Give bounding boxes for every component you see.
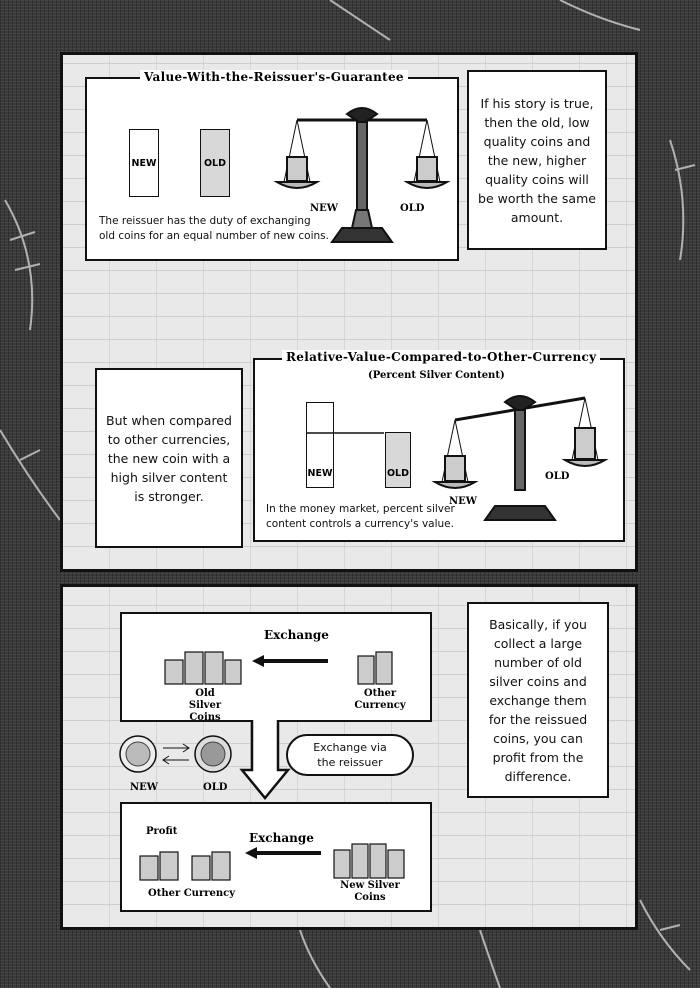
new-silver-coins-label: New Silver Coins: [340, 880, 400, 903]
scale-new-label: NEW: [310, 203, 338, 214]
other-currency-top-label: Other Currency: [354, 688, 406, 711]
guarantee-title: Value-With-the-Reissuer's-Guarantee: [140, 70, 408, 84]
scale2-old-label: OLD: [545, 471, 570, 482]
coin-old-icon: [193, 734, 233, 774]
arrow-left-icon: [252, 654, 332, 668]
top-exchange-label: Exchange: [264, 628, 329, 642]
down-arrow-icon: [240, 720, 290, 800]
coin-new-icon: [118, 734, 158, 774]
other-currency-bottom-label: Other Currency: [148, 888, 236, 899]
coin-stacks-new-icon: [332, 840, 412, 880]
narration-profit: Basically, if you collect a large number of old silver coins and exchange them for the reissued coins, you can profit from the difference.: [467, 602, 609, 798]
old-coin-rect: OLD: [200, 129, 230, 197]
new-coin-divider: [306, 432, 334, 434]
coin-stacks-old-icon: [163, 646, 243, 686]
profit-label: Profit: [146, 826, 178, 837]
coin-stacks-profit-icon: [138, 842, 238, 882]
scale-old-label: OLD: [400, 203, 425, 214]
guarantee-caption: The reissuer has the duty of exchanging old coins for an equal number of new coins.: [99, 215, 329, 242]
swap-arrows-icon: [159, 742, 193, 766]
new-coin-rect: NEW: [129, 129, 159, 197]
coin-stacks-other-icon: [356, 646, 396, 686]
narration-stronger-coin: But when compared to other currencies, the new coin with a high silver content is stronger.: [95, 368, 243, 548]
reissuer-bubble: Exchange via the reissuer: [286, 734, 414, 776]
old-coin-short-rect: OLD: [385, 432, 411, 488]
coin-old-label: OLD: [203, 782, 228, 793]
narration-same-value: If his story is true, then the old, low quality coins and the new, higher quality coins will be worth the same amount.: [467, 70, 607, 250]
new-coin-tall-rect: NEW: [306, 402, 334, 488]
bottom-exchange-label: Exchange: [249, 831, 314, 845]
relative-value-caption: In the money market, percent silver content controls a currency's value.: [266, 503, 455, 530]
scale2-new-label: NEW: [449, 496, 477, 507]
relative-value-subtitle: (Percent Silver Content): [368, 370, 505, 381]
balance-scale-icon: [282, 102, 442, 242]
arrow-left-bottom-icon: [245, 846, 325, 860]
old-silver-coins-label: Old Silver Coins: [188, 688, 222, 723]
relative-value-title: Relative-Value-Compared-to-Other-Currency: [282, 350, 600, 364]
coin-new-label: NEW: [130, 782, 158, 793]
